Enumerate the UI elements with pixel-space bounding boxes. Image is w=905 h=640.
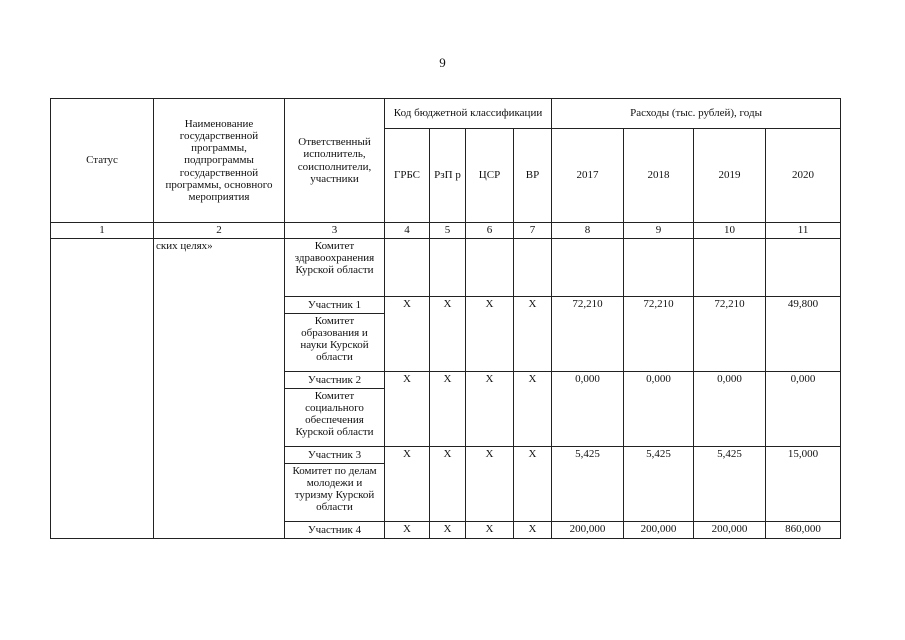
value-2019: 0,000: [694, 372, 766, 447]
column-number: 3: [285, 223, 385, 239]
participant-label: Участник 3: [285, 447, 385, 464]
column-number: 6: [466, 223, 514, 239]
header-budget-code: Код бюджетной классификации: [385, 99, 552, 129]
csr-cell: X: [466, 372, 514, 447]
header-year-2018: 2018: [624, 129, 694, 223]
responsible-org: Комитет по делам молодежи и туризму Курской области: [285, 464, 385, 522]
value-2017: 0,000: [552, 372, 624, 447]
csr-cell: X: [466, 522, 514, 539]
header-expenses: Расходы (тыс. рублей), годы: [552, 99, 841, 129]
column-number: 11: [766, 223, 841, 239]
column-number: 10: [694, 223, 766, 239]
rzpr-cell: X: [430, 372, 466, 447]
column-number: 8: [552, 223, 624, 239]
value-2019: 72,210: [694, 297, 766, 372]
responsible-org: Комитет образования и науки Курской области: [285, 314, 385, 372]
grbs-cell: X: [385, 372, 430, 447]
value-2020: 49,800: [766, 297, 841, 372]
value-2018: 200,000: [624, 522, 694, 539]
rzpr-cell: X: [430, 447, 466, 522]
value-2019: 5,425: [694, 447, 766, 522]
value-2020: 0,000: [766, 372, 841, 447]
value-2020: 15,000: [766, 447, 841, 522]
value-2017: 5,425: [552, 447, 624, 522]
rzpr-cell: X: [430, 297, 466, 372]
column-number: 2: [154, 223, 285, 239]
header-status: Статус: [51, 99, 154, 223]
status-cell: [51, 239, 154, 539]
header-name: Наименование государственной программы, подпрограммы государственной программы, основного мероприятия: [154, 99, 285, 223]
vr-cell: X: [514, 522, 552, 539]
program-name-continuation: ских целях»: [154, 239, 285, 539]
value-2020: 860,000: [766, 522, 841, 539]
page-number: 9: [439, 55, 446, 70]
rzpr-cell: X: [430, 522, 466, 539]
column-number: 9: [624, 223, 694, 239]
budget-table: [50, 98, 841, 539]
csr-cell: X: [466, 447, 514, 522]
header-year-2019: 2019: [694, 129, 766, 223]
column-number: 1: [51, 223, 154, 239]
value-2019: 200,000: [694, 522, 766, 539]
column-number: 5: [430, 223, 466, 239]
responsible-org: Комитет социального обеспечения Курской области: [285, 389, 385, 447]
column-number-row: [51, 223, 841, 239]
grbs-cell: X: [385, 297, 430, 372]
vr-cell: X: [514, 447, 552, 522]
value-2017: 200,000: [552, 522, 624, 539]
column-number: 4: [385, 223, 430, 239]
column-number: 7: [514, 223, 552, 239]
vr-cell: X: [514, 297, 552, 372]
vr-cell: X: [514, 372, 552, 447]
header-vr: ВР: [514, 129, 552, 223]
participant-label: Участник 4: [285, 522, 385, 539]
participant-label: Участник 1: [285, 297, 385, 314]
value-2018: 72,210: [624, 297, 694, 372]
grbs-cell: X: [385, 522, 430, 539]
value-2018: 5,425: [624, 447, 694, 522]
header-rzpr: РзП р: [430, 129, 466, 223]
value-2018: 0,000: [624, 372, 694, 447]
header-grbs: ГРБС: [385, 129, 430, 223]
participant-label: Участник 2: [285, 372, 385, 389]
value-2017: 72,210: [552, 297, 624, 372]
header-responsible: Ответственный исполнитель, соисполнители, участники: [285, 99, 385, 223]
csr-cell: X: [466, 297, 514, 372]
header-year-2020: 2020: [766, 129, 841, 223]
header-year-2017: 2017: [552, 129, 624, 223]
responsible-org: Комитет здравоохранения Курской области: [285, 239, 385, 297]
grbs-cell: X: [385, 447, 430, 522]
header-csr: ЦСР: [466, 129, 514, 223]
